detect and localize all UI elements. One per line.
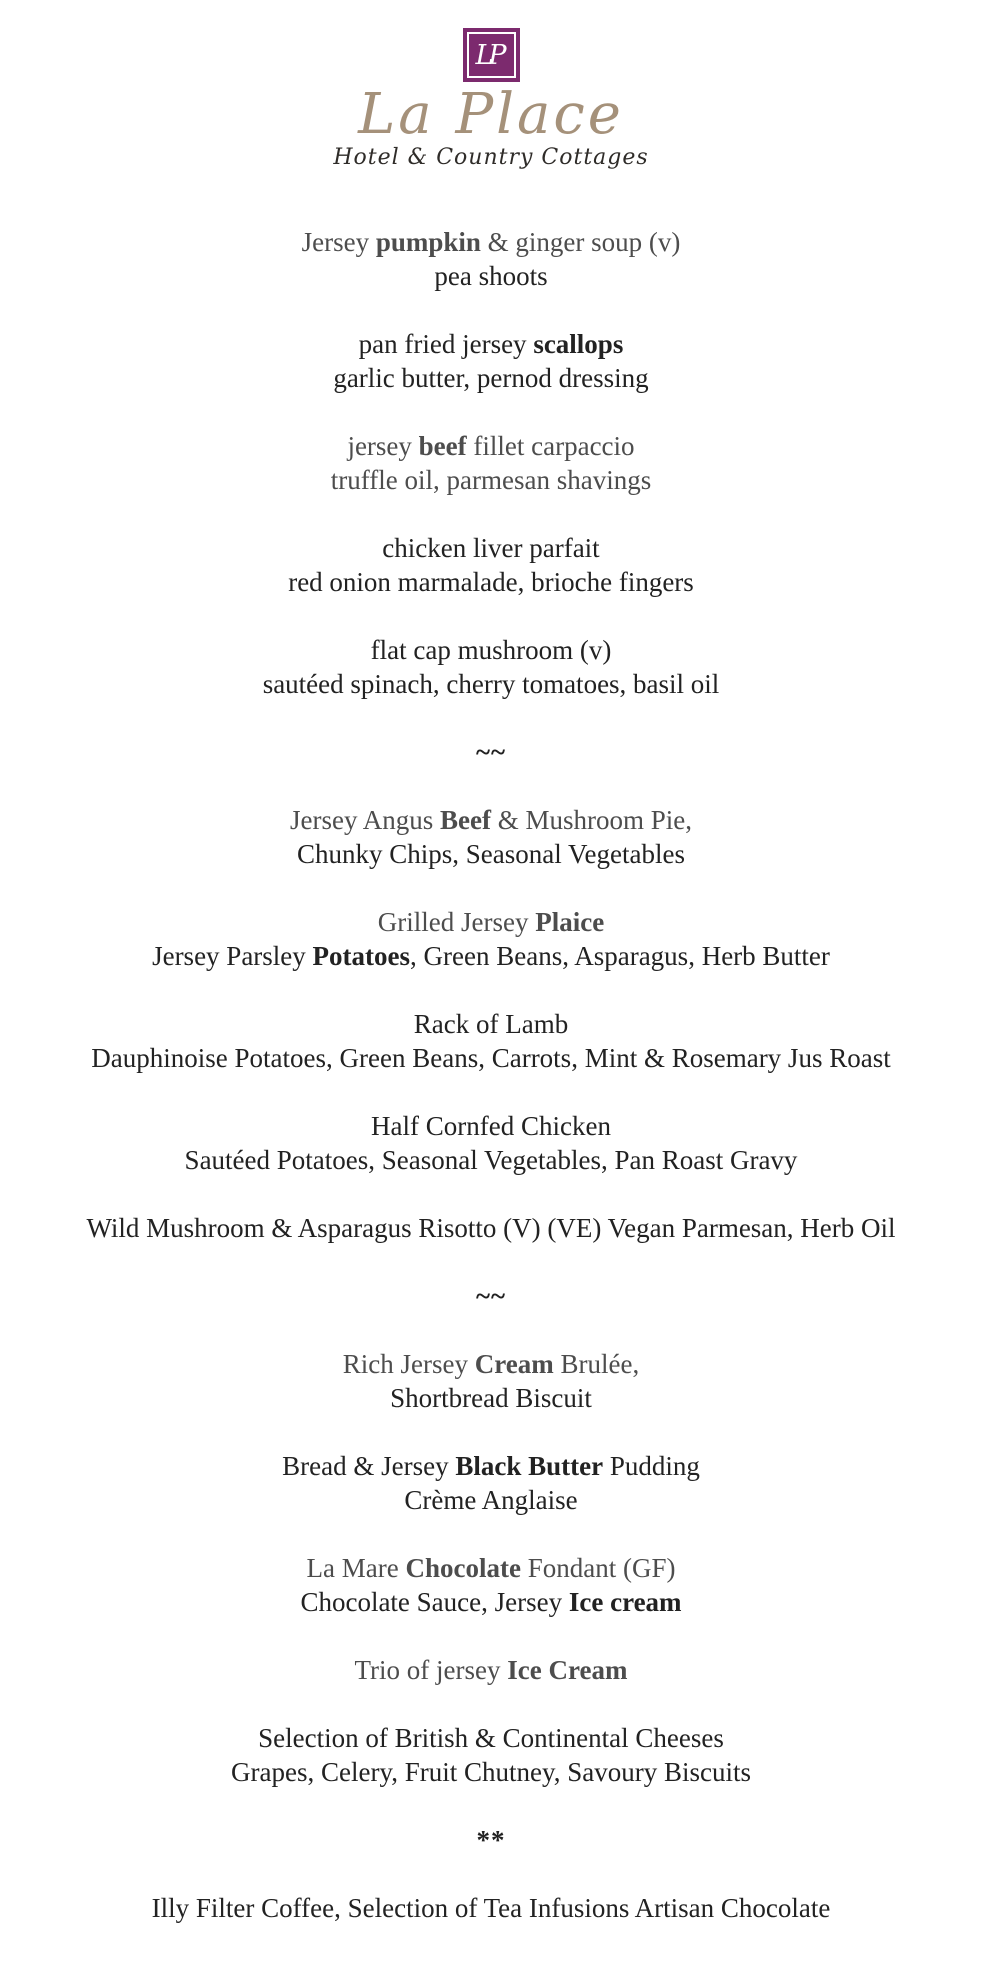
menu-course — [0, 1551, 982, 1619]
menu-line-highlight: Ice Cream — [507, 1655, 628, 1686]
menu-line-highlight: Beef — [440, 805, 491, 836]
menu-line — [0, 1449, 982, 1483]
menu-line — [0, 1211, 982, 1245]
menu-line-text: red onion marmalade, brioche fingers — [288, 567, 694, 598]
menu-line-highlight: Plaice — [535, 907, 605, 938]
menu-line — [0, 1585, 982, 1619]
menu-line — [0, 565, 982, 599]
menu-line — [0, 1007, 982, 1041]
menu-line-text: Half Cornfed Chicken — [371, 1111, 611, 1142]
menu-course — [0, 905, 982, 973]
menu-line-highlight: Potatoes — [312, 941, 411, 972]
menu-course — [0, 1653, 982, 1687]
brand-tagline: Hotel & Country Cottages — [333, 144, 649, 170]
menu-course — [0, 1449, 982, 1517]
menu-line — [0, 1721, 982, 1755]
menu-line-text: Sautéed Potatoes, Seasonal Vegetables, Pan Roast Gravy — [184, 1145, 798, 1176]
menu-line-text: Chunky Chips, Seasonal Vegetables — [297, 839, 685, 870]
menu-line — [0, 1347, 982, 1381]
menu-line — [0, 1381, 982, 1415]
menu-line — [0, 1041, 982, 1075]
menu-course — [0, 429, 982, 497]
menu-line-text: Jersey Parsley — [152, 941, 313, 972]
menu-line-text: Fondant (GF) — [520, 1553, 676, 1584]
menu-line-text: sautéed spinach, cherry tomatoes, basil oil — [262, 669, 720, 700]
menu-line — [0, 667, 982, 701]
menu-line-text: Shortbread Biscuit — [390, 1383, 592, 1414]
menu-line — [0, 225, 982, 259]
menu-line-text: Rack of Lamb — [413, 1009, 569, 1040]
menu-course — [0, 1211, 982, 1245]
menu-line — [0, 1653, 982, 1687]
menu-line — [0, 327, 982, 361]
menu-line — [0, 531, 982, 565]
menu-line-text: Grapes, Celery, Fruit Chutney, Savoury Biscuits — [231, 1757, 751, 1788]
menu-line-text: Pudding — [603, 1451, 700, 1482]
section-separator: ** — [476, 1825, 506, 1856]
menu-line — [0, 837, 982, 871]
menu-line — [0, 361, 982, 395]
menu-line — [0, 905, 982, 939]
menu-course — [0, 1347, 982, 1415]
menu-line-text: La Mare — [306, 1553, 406, 1584]
menu-line-text: Illy Filter Coffee, Selection of Tea Infusions Artisan Chocolate — [151, 1893, 831, 1924]
menu-line-text: Dauphinoise Potatoes, Green Beans, Carrots, Mint & Rosemary Jus Roast — [91, 1043, 891, 1074]
menu-line — [0, 1109, 982, 1143]
menu-line-highlight: beef — [418, 431, 467, 462]
menu-line-text: & Mushroom Pie, — [490, 805, 692, 836]
menu-line-highlight: pumpkin — [375, 227, 481, 258]
menu-line — [0, 633, 982, 667]
menu-line-text: Brulée, — [553, 1349, 640, 1380]
menu-line-text: Jersey Angus — [290, 805, 440, 836]
menu-line — [0, 463, 982, 497]
menu-line-text: Grilled Jersey — [377, 907, 536, 938]
menu-line-text: Jersey — [301, 227, 376, 258]
menu-line-text: pea shoots — [434, 261, 548, 292]
menu-line-text: Rich Jersey — [342, 1349, 475, 1380]
brand-monogram — [463, 28, 520, 82]
brand-header — [0, 28, 982, 171]
section-separator: ~~ — [475, 1281, 507, 1312]
menu-line — [0, 1483, 982, 1517]
menu-line — [0, 259, 982, 293]
menu-line-highlight: Chocolate — [405, 1553, 521, 1584]
menu-line-text: Crème Anglaise — [404, 1485, 578, 1516]
menu-line-text: jersey — [347, 431, 419, 462]
menu-line-text: Bread & Jersey — [282, 1451, 456, 1482]
menu-line-text: , Green Beans, Asparagus, Herb Butter — [410, 941, 830, 972]
menu-course — [0, 633, 982, 701]
menu-line — [0, 1551, 982, 1585]
menu-line-highlight: scallops — [533, 329, 624, 360]
brand-name: La Place — [358, 82, 624, 147]
menu-line-text: Wild Mushroom & Asparagus Risotto (V) (VE) Vegan Parmesan, Herb Oil — [86, 1213, 896, 1244]
menu-line-text: Chocolate Sauce, Jersey — [300, 1587, 569, 1618]
section-separator: ~~ — [475, 737, 507, 768]
menu-line — [0, 1143, 982, 1177]
menu-line-text: Selection of British & Continental Cheeses — [258, 1723, 724, 1754]
menu-line-text: garlic butter, pernod dressing — [333, 363, 649, 394]
brand-monogram-letters: LP — [475, 39, 502, 71]
menu-line — [0, 1755, 982, 1789]
menu-line — [0, 1891, 982, 1925]
menu-line — [0, 939, 982, 973]
menu-line — [0, 803, 982, 837]
menu-line — [0, 429, 982, 463]
menu-course — [0, 531, 982, 599]
menu-line-text: truffle oil, parmesan shavings — [330, 465, 652, 496]
menu-line-highlight: Black Butter — [455, 1451, 604, 1482]
menu-line-text: pan fried jersey — [358, 329, 534, 360]
menu-line-highlight: Ice cream — [568, 1587, 682, 1618]
menu-blocks — [0, 225, 982, 1925]
menu-line-text: flat cap mushroom (v) — [370, 635, 612, 666]
menu-line-text: fillet carpaccio — [466, 431, 635, 462]
menu-course — [0, 1891, 982, 1925]
menu-course — [0, 1007, 982, 1075]
menu-course — [0, 1721, 982, 1789]
menu-course — [0, 803, 982, 871]
menu-course — [0, 225, 982, 293]
menu-course — [0, 1109, 982, 1177]
menu-course — [0, 327, 982, 395]
menu-line-highlight: Cream — [474, 1349, 554, 1380]
menu-line-text: & ginger soup (v) — [480, 227, 681, 258]
menu-line-text: chicken liver parfait — [382, 533, 600, 564]
menu — [0, 225, 982, 1925]
menu-line-text: Trio of jersey — [354, 1655, 508, 1686]
